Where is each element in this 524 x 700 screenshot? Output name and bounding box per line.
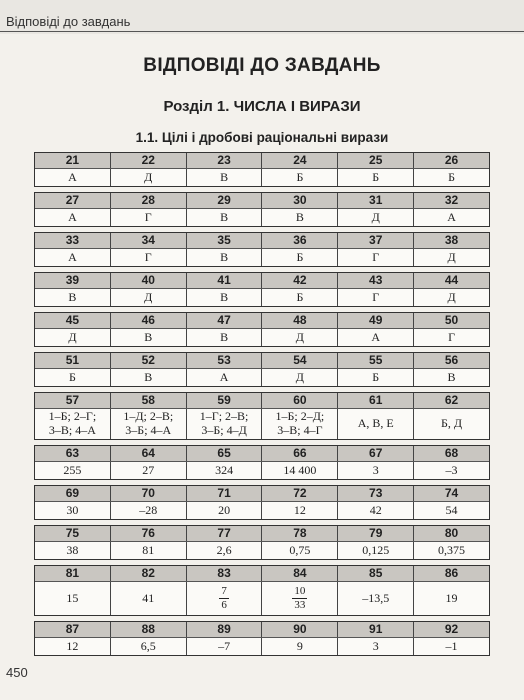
task-number: 85 <box>338 566 414 581</box>
answer-cell: Д <box>447 249 456 264</box>
task-number: 40 <box>111 273 187 288</box>
answer-table <box>34 525 490 560</box>
answer-row <box>35 289 489 306</box>
answer-cell: А <box>338 329 414 346</box>
task-number: 74 <box>444 485 459 500</box>
answer-cell: 3 <box>338 638 414 655</box>
answer-cell: 12 <box>35 638 111 655</box>
answer-cell: В <box>187 169 263 186</box>
task-number-row <box>35 566 489 582</box>
task-number: 37 <box>338 233 414 248</box>
answer-cell: 1–Г; 2–В; 3–Б; 4–Д <box>187 409 263 439</box>
answer-row <box>35 369 489 386</box>
fraction <box>292 585 307 611</box>
answer-cell: 9 <box>262 638 338 655</box>
subsection-title: 1.1. Цілі і дробові раціональні вирази <box>135 130 389 145</box>
task-number: 39 <box>35 273 111 288</box>
answer-cell: 38 <box>35 542 111 559</box>
task-number: 90 <box>262 622 338 637</box>
answer-cell <box>262 582 338 615</box>
answer-table <box>34 152 490 187</box>
task-number: 21 <box>35 153 111 168</box>
task-number: 60 <box>262 393 338 408</box>
answer-table <box>34 621 490 656</box>
task-number: 32 <box>444 192 459 207</box>
task-number-row <box>35 446 489 462</box>
answer-cell: Д <box>262 369 338 386</box>
task-number: 48 <box>262 313 338 328</box>
answer-cell: А <box>35 169 111 186</box>
page-number: 450 <box>6 665 28 680</box>
task-number: 29 <box>187 193 263 208</box>
task-number: 61 <box>338 393 414 408</box>
answer-row <box>35 329 489 346</box>
task-number: 42 <box>262 273 338 288</box>
fraction-denominator: 6 <box>221 599 227 611</box>
answer-cell: 81 <box>111 542 187 559</box>
task-number-row <box>35 313 489 329</box>
answer-cell: Д <box>447 289 456 304</box>
answer-cell: Б <box>35 369 111 386</box>
answer-cell: 14 400 <box>262 462 338 479</box>
answer-table <box>34 272 490 307</box>
answer-cell: Б <box>338 369 414 386</box>
answer-cell: А <box>35 209 111 226</box>
answer-cell: 6,5 <box>111 638 187 655</box>
task-number: 75 <box>35 526 111 541</box>
answer-row <box>35 582 489 615</box>
answer-cell: 3 <box>338 462 414 479</box>
answer-cell: 20 <box>187 502 263 519</box>
answer-cell: В <box>187 289 263 306</box>
answer-cell: 1–Б; 2–Д; 3–В; 4–Г <box>262 409 338 439</box>
task-number: 26 <box>444 152 459 167</box>
answer-cell: –28 <box>111 502 187 519</box>
answer-cell: А <box>35 249 111 266</box>
answer-cell: –7 <box>187 638 263 655</box>
answer-cell: А, В, Е <box>338 409 414 439</box>
task-number: 34 <box>111 233 187 248</box>
task-number: 31 <box>338 193 414 208</box>
task-number: 44 <box>444 272 459 287</box>
task-number: 80 <box>444 525 459 540</box>
answer-table <box>34 192 490 227</box>
task-number: 81 <box>35 566 111 581</box>
task-number: 28 <box>111 193 187 208</box>
task-number: 55 <box>338 353 414 368</box>
task-number: 84 <box>262 566 338 581</box>
answer-cell: В <box>111 329 187 346</box>
task-number: 92 <box>444 621 459 636</box>
task-number: 36 <box>262 233 338 248</box>
task-number: 71 <box>187 486 263 501</box>
task-number: 68 <box>444 445 459 460</box>
task-number: 49 <box>338 313 414 328</box>
answer-cell: В <box>111 369 187 386</box>
answer-cell: –3 <box>445 462 458 477</box>
answer-table <box>34 312 490 347</box>
task-number-row <box>35 233 489 249</box>
fraction-numerator: 10 <box>294 585 306 598</box>
task-number: 78 <box>262 526 338 541</box>
fraction-denominator: 33 <box>294 599 306 611</box>
task-number: 64 <box>111 446 187 461</box>
answer-cell: В <box>187 329 263 346</box>
answer-cell <box>187 582 263 615</box>
task-number: 46 <box>111 313 187 328</box>
answer-cell: 324 <box>187 462 263 479</box>
answer-cell: В <box>262 209 338 226</box>
answer-table <box>34 565 490 616</box>
answer-cell: 27 <box>111 462 187 479</box>
task-number: 51 <box>35 353 111 368</box>
running-header-title: Відповіді до завдань <box>6 14 131 29</box>
answer-cell: 1–Д; 2–В; 3–Б; 4–А <box>111 409 187 439</box>
answer-cell: –13,5 <box>338 582 414 615</box>
running-header <box>0 0 524 34</box>
task-number: 69 <box>35 486 111 501</box>
task-number: 62 <box>444 392 459 407</box>
answer-cell: Г <box>338 289 414 306</box>
answer-cell: 0,75 <box>262 542 338 559</box>
answer-cell: Б <box>262 289 338 306</box>
answer-cell: Г <box>111 249 187 266</box>
task-number: 35 <box>187 233 263 248</box>
task-number: 86 <box>444 565 459 580</box>
task-number: 66 <box>262 446 338 461</box>
answer-cell: Б, Д <box>441 416 463 431</box>
answer-row <box>35 638 489 655</box>
answer-cell: 1–Б; 2–Г; 3–В; 4–А <box>35 409 111 439</box>
answer-cell: 42 <box>338 502 414 519</box>
task-number: 77 <box>187 526 263 541</box>
task-number: 22 <box>111 153 187 168</box>
answer-cell: В <box>187 209 263 226</box>
task-number-row <box>35 273 489 289</box>
task-number: 50 <box>444 312 459 327</box>
answer-cell: Б <box>338 169 414 186</box>
task-number: 70 <box>111 486 187 501</box>
task-number: 59 <box>187 393 263 408</box>
answer-cell: Д <box>111 169 187 186</box>
answer-cell: 54 <box>445 502 458 517</box>
answer-cell: 255 <box>35 462 111 479</box>
answer-cell: 0,375 <box>438 542 466 557</box>
task-number: 24 <box>262 153 338 168</box>
answer-row <box>35 462 489 479</box>
answer-cell: 0,125 <box>338 542 414 559</box>
task-number: 38 <box>444 232 459 247</box>
answer-cell: Б <box>262 249 338 266</box>
answer-cell: Б <box>448 169 455 184</box>
answer-row <box>35 209 489 226</box>
answer-row <box>35 169 489 186</box>
answer-cell: А <box>187 369 263 386</box>
answer-cell: 15 <box>35 582 111 615</box>
section-title: Розділ 1. ЧИСЛА І ВИРАЗИ <box>163 98 361 115</box>
task-number: 76 <box>111 526 187 541</box>
answer-cell: 19 <box>445 590 458 605</box>
answer-row <box>35 502 489 519</box>
task-number: 91 <box>338 622 414 637</box>
task-number-row <box>35 393 489 409</box>
answer-cell: Д <box>111 289 187 306</box>
task-number: 27 <box>35 193 111 208</box>
answer-table <box>34 392 490 440</box>
answer-cell: Д <box>338 209 414 226</box>
task-number: 41 <box>187 273 263 288</box>
answer-cell: 41 <box>111 582 187 615</box>
answer-cell: А <box>447 209 456 224</box>
answer-cell: –1 <box>445 638 458 653</box>
task-number-row <box>35 193 489 209</box>
task-number: 65 <box>187 446 263 461</box>
task-number: 63 <box>35 446 111 461</box>
answer-row <box>35 542 489 559</box>
task-number: 58 <box>111 393 187 408</box>
task-number-row <box>35 153 489 169</box>
answer-cell: Г <box>111 209 187 226</box>
task-number: 73 <box>338 486 414 501</box>
answer-cell: Б <box>262 169 338 186</box>
answer-cell: Д <box>262 329 338 346</box>
task-number: 83 <box>187 566 263 581</box>
answer-tables <box>34 152 490 661</box>
answer-cell: Г <box>338 249 414 266</box>
answer-table <box>34 232 490 267</box>
task-number: 72 <box>262 486 338 501</box>
task-number: 87 <box>35 622 111 637</box>
task-number: 23 <box>187 153 263 168</box>
task-number-row <box>35 486 489 502</box>
answer-cell: Г <box>448 329 456 344</box>
task-number: 53 <box>187 353 263 368</box>
task-number: 89 <box>187 622 263 637</box>
task-number: 43 <box>338 273 414 288</box>
answer-cell: 2,6 <box>187 542 263 559</box>
task-number: 67 <box>338 446 414 461</box>
task-number: 30 <box>262 193 338 208</box>
fraction <box>219 585 229 611</box>
answer-cell: В <box>35 289 111 306</box>
answer-cell: 12 <box>262 502 338 519</box>
task-number: 52 <box>111 353 187 368</box>
answer-table <box>34 352 490 387</box>
answer-table <box>34 485 490 520</box>
task-number-row <box>35 622 489 638</box>
task-number-row <box>35 526 489 542</box>
task-number: 25 <box>338 153 414 168</box>
task-number: 82 <box>111 566 187 581</box>
answer-cell: 30 <box>35 502 111 519</box>
header-divider <box>0 31 524 32</box>
answer-cell: В <box>447 369 456 384</box>
task-number: 45 <box>35 313 111 328</box>
task-number: 33 <box>35 233 111 248</box>
task-number: 47 <box>187 313 263 328</box>
answer-cell: В <box>187 249 263 266</box>
task-number-row <box>35 353 489 369</box>
answer-row <box>35 249 489 266</box>
answer-table <box>34 445 490 480</box>
task-number: 57 <box>35 393 111 408</box>
fraction-numerator: 7 <box>221 585 227 598</box>
task-number: 56 <box>444 352 459 367</box>
answer-cell: Д <box>35 329 111 346</box>
task-number: 88 <box>111 622 187 637</box>
task-number: 79 <box>338 526 414 541</box>
answer-row <box>35 409 489 439</box>
task-number: 54 <box>262 353 338 368</box>
page-title: ВІДПОВІДІ ДО ЗАВДАНЬ <box>143 55 381 76</box>
